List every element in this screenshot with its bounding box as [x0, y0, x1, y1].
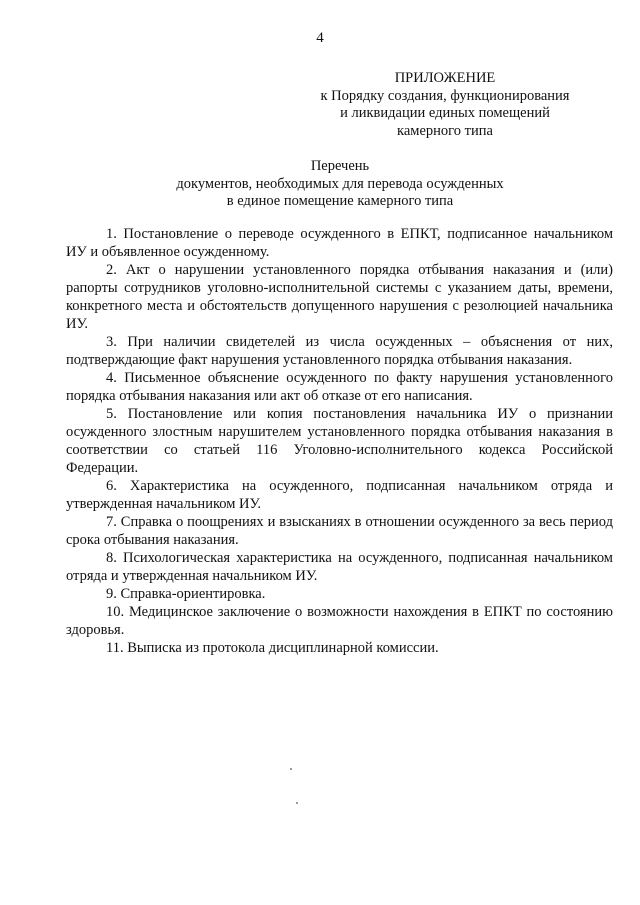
list-item: 4. Письменное объяснение осужденного по факту нарушения установленного порядка отбывания наказания или акт об отказе от его написания. [66, 370, 613, 404]
list-heading-subtitle: в единое помещение камерного типа [226, 193, 454, 209]
appendix-line: и ликвидации единых помещений [340, 105, 550, 121]
page-number: 4 [316, 30, 324, 46]
list-item: 11. Выписка из протокола дисциплинарной комиссии. [106, 640, 439, 656]
appendix-title: ПРИЛОЖЕНИЕ [394, 70, 496, 86]
scan-speck [296, 802, 298, 804]
list-item: 6. Характеристика на осужденного, подписанная начальником отряда и утвержденная начальником ИУ. [66, 478, 613, 512]
appendix-line: к Порядку создания, функционирования [320, 87, 570, 104]
appendix-line: камерного типа [397, 122, 493, 139]
list-item: 5. Постановление или копия постановления начальника ИУ о признании осужденного злостным нарушителем установленного порядка отбывания наказания в соответствии со статьей 116 Уголовно-исполнительного кодекса Российской Федерации. [66, 406, 613, 476]
list-item: 7. Справка о поощрениях и взысканиях в отношении осужденного за весь период срока отбывания наказания. [66, 514, 613, 548]
list-item: 10. Медицинское заключение о возможности нахождения в ЕПКТ по состоянию здоровья. [66, 604, 613, 638]
list-item: 9. Справка-ориентировка. [106, 586, 266, 602]
list-heading-title: Перечень [310, 158, 370, 174]
list-item: 2. Акт о нарушении установленного порядка отбывания наказания и (или) рапорты сотрудников уголовно-исполнительной системы с указанием даты, времени, конкретного места и обстоятельств допущенного нарушения с резолюцией начальника ИУ. [66, 262, 613, 332]
list-item: 1. Постановление о переводе осужденного в ЕПКТ, подписанное начальником ИУ и объявленное осужденному. [66, 226, 613, 260]
list-item: 8. Психологическая характеристика на осужденного, подписанная начальником отряда и утвержденная начальником ИУ. [66, 550, 613, 584]
list-item: 3. При наличии свидетелей из числа осужденных – объяснения от них, подтверждающие факт нарушения установленного порядка отбывания наказания. [66, 334, 613, 368]
scan-speck [290, 768, 292, 770]
appendix-block [300, 70, 590, 140]
list-heading-subtitle: документов, необходимых для перевода осужденных [176, 175, 504, 192]
document-list [66, 225, 613, 657]
list-heading [80, 158, 600, 211]
